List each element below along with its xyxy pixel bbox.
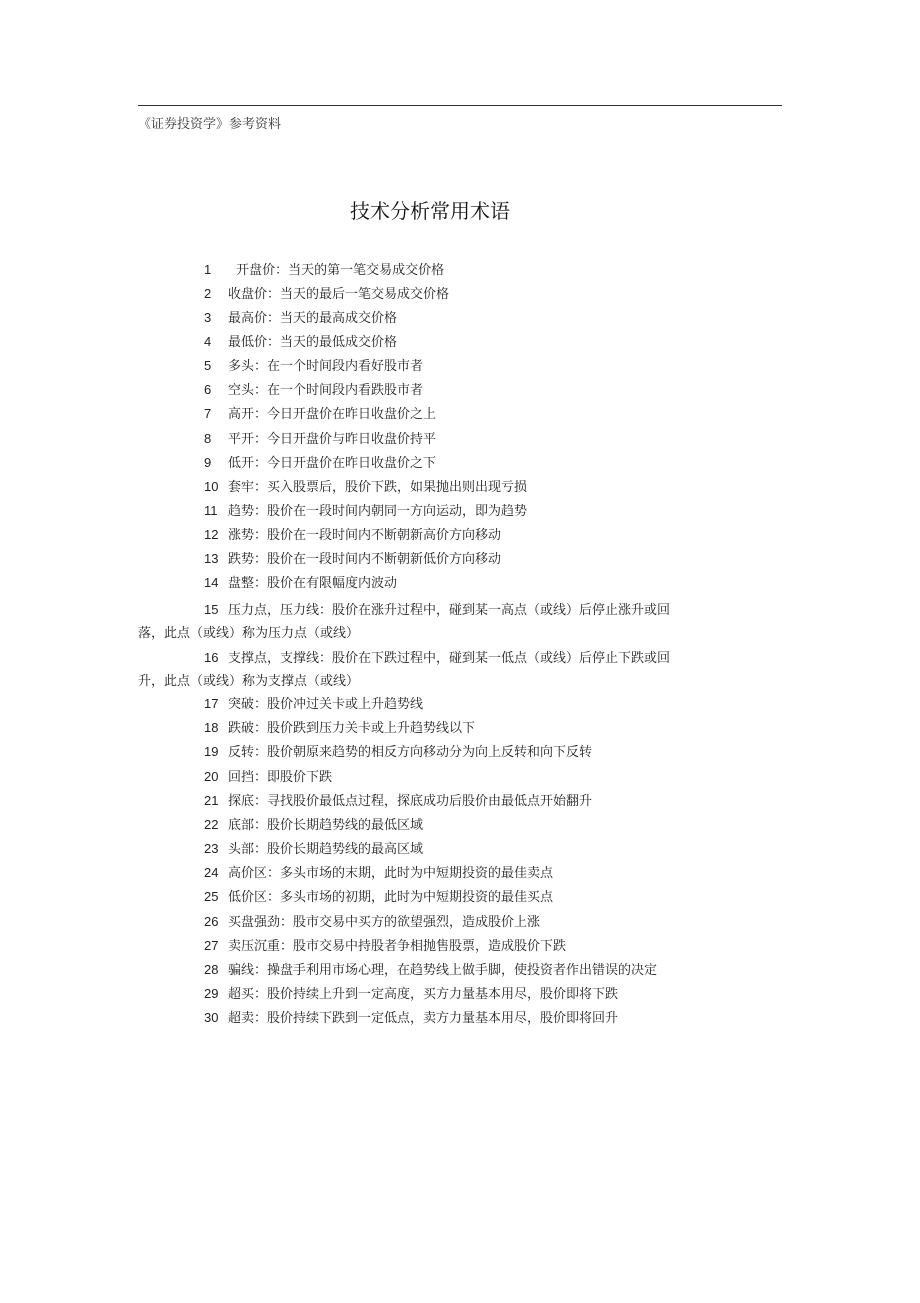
header-text: 《证券投资学》参考资料: [138, 117, 282, 132]
term-item: [204, 815, 423, 835]
term-number: 24: [204, 865, 219, 880]
term-number: 2: [204, 286, 212, 301]
term-text: 骗线：操盘手利用市场心理，在趋势线上做手脚，使投资者作出错误的决定: [228, 963, 658, 978]
term-text: 跌势：股价在一段时间内不断朝新低价方向移动: [228, 552, 502, 567]
term-text: 涨势：股价在一段时间内不断朝新高价方向移动: [228, 528, 502, 543]
term-text: 高开：今日开盘价在昨日收盘价之上: [228, 407, 437, 422]
term-text: 头部：股价长期趋势线的最高区域: [228, 842, 424, 857]
term-text: 高价区：多头市场的末期，此时为中短期投资的最佳卖点: [228, 866, 554, 881]
term-text: 平开：今日开盘价与昨日收盘价持平: [228, 432, 437, 447]
term-text: 开盘价：当天的第一笔交易成交价格: [232, 263, 445, 278]
term-item: [204, 694, 423, 714]
term-number: 6: [204, 382, 212, 397]
term-text: 买盘强劲：股市交易中买方的欲望强烈，造成股价上涨: [228, 915, 541, 930]
term-number: 29: [204, 986, 219, 1001]
term-number: 19: [204, 744, 219, 759]
term-item: [204, 887, 553, 907]
term-text: 卖压沉重：股市交易中持股者争相抛售股票，造成股价下跌: [228, 939, 567, 954]
term-text: 突破：股价冲过关卡或上升趋势线: [228, 697, 424, 712]
term-item: [204, 429, 436, 449]
term-text: 支撑点，支撑线：股价在下跌过程中，碰到某一低点（或线）后停止下跌或回: [228, 651, 671, 666]
term-number: 30: [204, 1010, 219, 1025]
term-number: 9: [204, 455, 212, 470]
term-text: 套牢：买入股票后，股价下跌，如果抛出则出现亏损: [228, 480, 528, 495]
term-item: [204, 284, 449, 304]
term-text: 低价区：多头市场的初期，此时为中短期投资的最佳买点: [228, 890, 554, 905]
page-title: 技术分析常用术语: [350, 199, 510, 223]
term-number: 22: [204, 817, 219, 832]
term-text: 最低价：当天的最低成交价格: [228, 335, 398, 350]
term-number: 13: [204, 551, 219, 566]
term-item: [204, 863, 553, 883]
term-item: [204, 260, 444, 280]
term-number: 15: [204, 602, 219, 617]
term-item: [204, 984, 618, 1004]
term-number: 20: [204, 769, 219, 784]
term-item: [204, 501, 527, 521]
term-item: [204, 839, 423, 859]
term-number: 26: [204, 914, 219, 929]
term-number: 10: [204, 479, 219, 494]
term-text: 趋势：股价在一段时间内朝同一方向运动，即为趋势: [228, 504, 528, 519]
term-item: [204, 549, 501, 569]
term-text: 底部：股价长期趋势线的最低区域: [228, 818, 424, 833]
term-item: [204, 767, 332, 787]
term-text: 探底：寻找股价最低点过程，探底成功后股价由最低点开始翻升: [228, 794, 593, 809]
term-item: [204, 791, 592, 811]
term-item: [204, 960, 657, 980]
term-number: 28: [204, 962, 219, 977]
term-number: 16: [204, 650, 219, 665]
term-item: [204, 573, 397, 593]
term-number: 21: [204, 793, 219, 808]
term-item: [204, 477, 527, 497]
term-item: [204, 453, 436, 473]
term-text: 回挡：即股价下跌: [228, 770, 333, 785]
term-item: [204, 742, 592, 762]
term-text: 空头：在一个时间段内看跌股市者: [228, 383, 424, 398]
term-number: 12: [204, 527, 219, 542]
term-number: 17: [204, 696, 219, 711]
term-text: 多头：在一个时间段内看好股市者: [228, 359, 424, 374]
term-number: 5: [204, 358, 212, 373]
term-item: [204, 936, 566, 956]
term-item: [204, 380, 423, 400]
term-item: [204, 525, 501, 545]
term-number: 4: [204, 334, 212, 349]
term-item: [204, 308, 397, 328]
term-text: 反转：股价朝原来趋势的相反方向移动分为向上反转和向下反转: [228, 745, 593, 760]
term-number: 7: [204, 406, 212, 421]
term-text: 跌破：股价跌到压力关卡或上升趋势线以下: [228, 721, 476, 736]
term-item: [204, 1008, 618, 1028]
term-text: 压力点，压力线：股价在涨升过程中，碰到某一高点（或线）后停止涨升或回: [228, 603, 671, 618]
term-number: 11: [204, 503, 218, 518]
term-number: 1: [204, 262, 212, 277]
term-item: [204, 912, 540, 932]
term-text-continued: 落，此点（或线）称为压力点（或线）: [138, 626, 360, 641]
term-text: 超买：股价持续上升到一定高度，买方力量基本用尽，股价即将下跌: [228, 987, 619, 1002]
term-text: 最高价：当天的最高成交价格: [228, 311, 398, 326]
term-text: 超卖：股价持续下跌到一定低点，卖方力量基本用尽，股价即将回升: [228, 1011, 619, 1026]
term-number: 3: [204, 310, 212, 325]
term-text-continued: 升，此点（或线）称为支撑点（或线）: [138, 674, 360, 689]
term-item: [204, 404, 436, 424]
term-item: [204, 332, 397, 352]
term-number: 25: [204, 889, 219, 904]
term-item: [204, 356, 423, 376]
term-number: 18: [204, 720, 219, 735]
term-text: 收盘价：当天的最后一笔交易成交价格: [228, 287, 450, 302]
header-rule: [138, 105, 782, 106]
term-text: 盘整：股价在有限幅度内波动: [228, 576, 398, 591]
term-number: 27: [204, 938, 219, 953]
term-text: 低开：今日开盘价在昨日收盘价之下: [228, 456, 437, 471]
term-number: 14: [204, 575, 219, 590]
term-number: 8: [204, 431, 212, 446]
term-number: 23: [204, 841, 219, 856]
term-item: [204, 718, 475, 738]
